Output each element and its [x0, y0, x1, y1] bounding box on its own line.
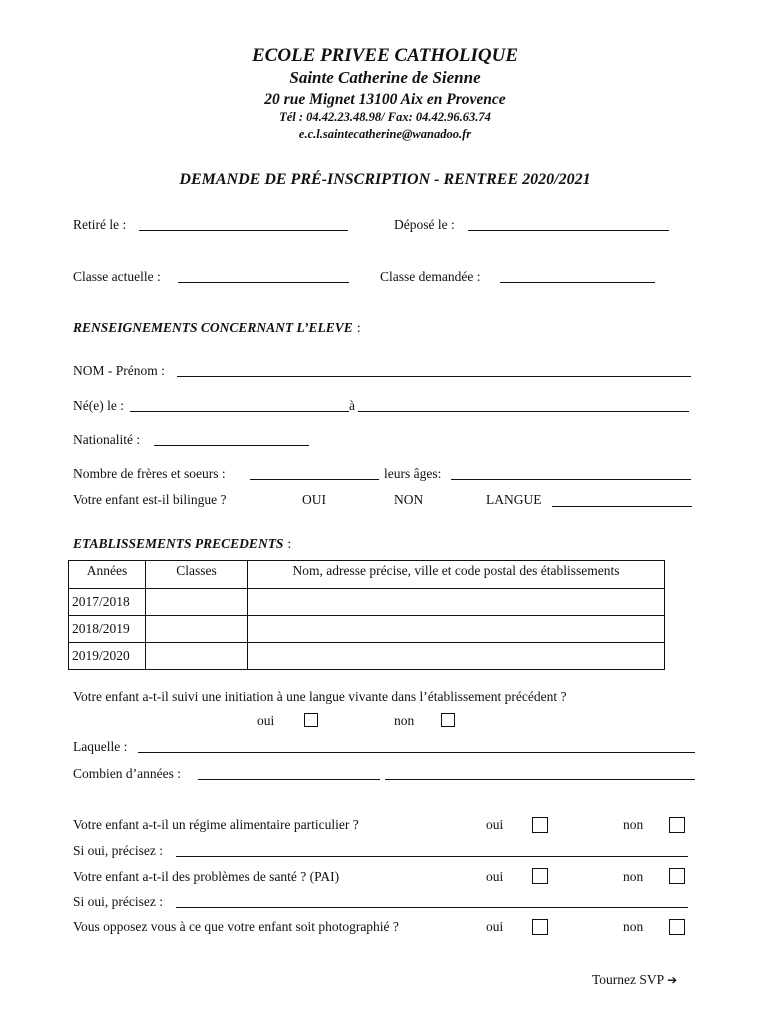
freres-field[interactable] [250, 479, 379, 480]
langue-init-oui-label: oui [257, 713, 275, 728]
regime-oui-label: oui [486, 817, 504, 832]
bilingue-non[interactable]: NON [394, 492, 424, 507]
classe-cell[interactable] [146, 643, 248, 670]
table-row [69, 643, 665, 670]
classe-cell[interactable] [146, 589, 248, 616]
classe-demandee-field[interactable] [500, 282, 655, 283]
turn-page [592, 972, 677, 988]
school-address: 20 rue Mignet 13100 Aix en Provence [264, 91, 506, 108]
schools-section [73, 535, 291, 553]
freres-label: Nombre de frères et soeurs : [73, 466, 226, 481]
nom-label: NOM - Prénom : [73, 363, 165, 378]
naissance-a-label: à [349, 398, 355, 413]
year-cell: 2019/2020 [69, 643, 146, 670]
combien-field[interactable] [198, 779, 380, 780]
col-etablissements: Nom, adresse précise, ville et code postal des établissements [248, 561, 665, 589]
table-header-row [69, 561, 665, 589]
table-row [69, 589, 665, 616]
langue-init-oui-checkbox[interactable] [304, 713, 318, 727]
schools-section-title: ETABLISSEMENTS PRECEDENTS [73, 536, 284, 551]
depose-field[interactable] [468, 230, 669, 231]
school-contact: Tél : 04.42.23.48.98/ Fax: 04.42.96.63.74 [279, 110, 491, 124]
naissance-date-field[interactable] [130, 411, 349, 412]
table-row [69, 616, 665, 643]
school-name: Sainte Catherine de Sienne [289, 68, 481, 87]
regime-non-checkbox[interactable] [669, 817, 685, 833]
school-type: ECOLE PRIVEE CATHOLIQUE [251, 45, 519, 66]
col-annees: Années [69, 561, 146, 589]
laquelle-label: Laquelle : [73, 739, 128, 754]
student-section [73, 319, 361, 337]
etablissement-cell[interactable] [248, 616, 665, 643]
classe-actuelle-label: Classe actuelle : [73, 269, 161, 284]
precisez-2-label: Si oui, précisez : [73, 894, 163, 909]
regime-non-label: non [623, 817, 644, 832]
photo-oui-checkbox[interactable] [532, 919, 548, 935]
etablissement-cell[interactable] [248, 589, 665, 616]
regime-question: Votre enfant a-t-il un régime alimentaire particulier ? [73, 817, 359, 832]
photo-non-label: non [623, 919, 644, 934]
regime-oui-checkbox[interactable] [532, 817, 548, 833]
langue-init-question: Votre enfant a-t-il suivi une initiation à une langue vivante dans l’établissement précédent ? [73, 689, 567, 704]
naissance-lieu-field[interactable] [358, 411, 689, 412]
ages-field[interactable] [451, 479, 691, 480]
etablissement-cell[interactable] [248, 643, 665, 670]
precisez-1-field[interactable] [176, 856, 688, 857]
school-email: e.c.l.saintecatherine@wanadoo.fr [298, 127, 472, 141]
year-cell: 2017/2018 [69, 589, 146, 616]
classe-cell[interactable] [146, 616, 248, 643]
combien-label: Combien d’années : [73, 766, 181, 781]
bilingue-oui[interactable]: OUI [302, 492, 326, 507]
nationalite-field[interactable] [154, 445, 309, 446]
student-section-title: RENSEIGNEMENTS CONCERNANT L’ELEVE [73, 320, 353, 335]
schools-section-colon: : [287, 536, 292, 551]
year-cell: 2018/2019 [69, 616, 146, 643]
form-title: DEMANDE DE PRÉ-INSCRIPTION - RENTREE 2020/2021 [179, 171, 591, 188]
sante-non-checkbox[interactable] [669, 868, 685, 884]
sante-non-label: non [623, 869, 644, 884]
sante-question: Votre enfant a-t-il des problèmes de santé ? (PAI) [73, 869, 340, 884]
photo-non-checkbox[interactable] [669, 919, 685, 935]
langue-field[interactable] [552, 506, 692, 507]
laquelle-field[interactable] [138, 752, 695, 753]
depose-label: Déposé le : [394, 217, 455, 232]
retire-label: Retiré le : [73, 217, 127, 232]
langue-init-non-checkbox[interactable] [441, 713, 455, 727]
retire-field[interactable] [139, 230, 348, 231]
arrow-right-icon: ➔ [667, 973, 678, 987]
sante-oui-label: oui [486, 869, 504, 884]
sante-oui-checkbox[interactable] [532, 868, 548, 884]
photo-question: Vous opposez vous à ce que votre enfant soit photographié ? [73, 919, 399, 934]
nom-field[interactable] [177, 376, 691, 377]
bilingue-question: Votre enfant est-il bilingue ? [73, 492, 227, 507]
classe-demandee-label: Classe demandée : [380, 269, 481, 284]
schools-table [68, 560, 665, 670]
col-classes: Classes [146, 561, 248, 589]
langue-label: LANGUE [486, 492, 542, 507]
naissance-label: Né(e) le : [73, 398, 124, 413]
combien-field-extra[interactable] [385, 779, 695, 780]
ages-label: leurs âges: [384, 466, 442, 481]
photo-oui-label: oui [486, 919, 504, 934]
precisez-1-label: Si oui, précisez : [73, 843, 163, 858]
langue-init-non-label: non [394, 713, 415, 728]
turn-page-label: Tournez SVP [592, 972, 664, 987]
nationalite-label: Nationalité : [73, 432, 141, 447]
precisez-2-field[interactable] [176, 907, 688, 908]
classe-actuelle-field[interactable] [178, 282, 349, 283]
student-section-colon: : [356, 320, 361, 335]
